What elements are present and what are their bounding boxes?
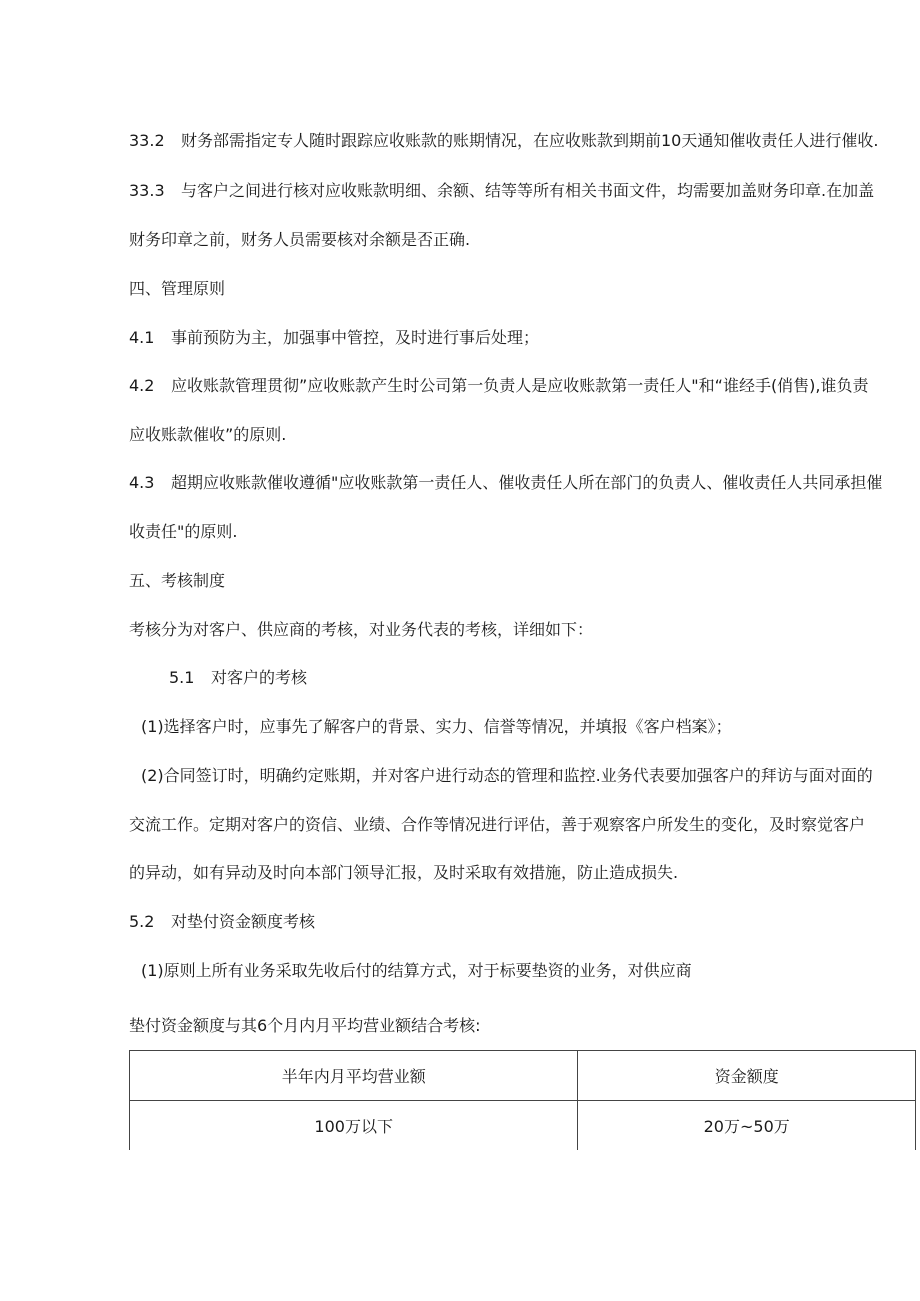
- item-number: 4.3: [129, 473, 155, 492]
- paragraph-4-2-line2: 应收账款催收”的原则.: [129, 425, 287, 444]
- item-text: 对垫付资金额度考核: [171, 912, 316, 931]
- item-number: 33.2: [129, 131, 165, 150]
- paragraph-33-2: [129, 131, 878, 151]
- item-text: 财务部需指定专人随时跟踪应收账款的账期情况，在应收账款到期前10天通知催收责任人进行催收.: [181, 131, 879, 150]
- table-header-row: [130, 1051, 916, 1101]
- paragraph-5-1-p2-line2: 交流工作。定期对客户的资信、业绩、合作等情况进行评估，善于观察客户所发生的变化，及时察觉客户: [129, 815, 866, 834]
- table-header-cell: 半年内月平均营业额: [130, 1051, 578, 1101]
- item-number: 5.2: [129, 912, 155, 931]
- paragraph-4-3-line1: [129, 473, 882, 493]
- paragraph-5-2-p2: 垫付资金额度与其6个月内月平均营业额结合考核:: [129, 1016, 481, 1035]
- section-5-intro: 考核分为对客户、供应商的考核，对业务代表的考核，详细如下：: [129, 620, 594, 639]
- paragraph-33-3-line2: 财务印章之前，财务人员需要核对余额是否正确.: [129, 230, 471, 249]
- table-cell: 100万以下: [130, 1101, 578, 1151]
- paragraph-4-3-line2: 收责任"的原则.: [129, 522, 238, 541]
- paragraph-4-1: [129, 328, 539, 348]
- subsection-5-2-heading: [129, 912, 315, 932]
- quota-table: [129, 1050, 916, 1150]
- paragraph-33-3-line1: [129, 181, 874, 201]
- paragraph-5-1-p1: (1)选择客户时，应事先了解客户的背景、实力、信誉等情况，并填报《客户档案》；: [141, 717, 732, 736]
- paragraph-5-1-p2-line3: 的异动，如有异动及时向本部门领导汇报，及时采取有效措施，防止造成损失.: [129, 863, 679, 882]
- item-text: 应收账款管理贯彻”应收账款产生时公司第一负责人是应收账款第一责任人"和“谁经手(俏售),谁负责: [171, 376, 869, 395]
- subsection-5-1-heading: [169, 668, 307, 688]
- paragraph-4-2-line1: [129, 376, 869, 396]
- item-text: 与客户之间进行核对应收账款明细、余额、结等等所有相关书面文件，均需要加盖财务印章.在加盖: [181, 181, 875, 200]
- item-text: 超期应收账款催收遵循"应收账款第一责任人、催收责任人所在部门的负责人、催收责任人共同承担催: [171, 473, 883, 492]
- section-4-heading: 四、管理原则: [129, 279, 226, 298]
- table-row: [130, 1101, 916, 1151]
- item-number: 4.1: [129, 328, 155, 347]
- section-5-heading: 五、考核制度: [129, 571, 226, 590]
- item-number: 5.1: [169, 668, 195, 687]
- paragraph-5-1-p2-line1: (2)合同签订时，明确约定账期，并对客户进行动态的管理和监控.业务代表要加强客户的拜访与面对面的: [141, 766, 873, 785]
- table-cell: 20万~50万: [578, 1101, 916, 1151]
- paragraph-5-2-p1: (1)原则上所有业务采取先收后付的结算方式，对于标要垫资的业务，对供应商: [141, 961, 692, 980]
- item-text: 事前预防为主，加强事中管控，及时进行事后处理；: [171, 328, 540, 347]
- item-text: 对客户的考核: [211, 668, 308, 687]
- table-header-cell: 资金额度: [578, 1051, 916, 1101]
- item-number: 33.3: [129, 181, 165, 200]
- item-number: 4.2: [129, 376, 155, 395]
